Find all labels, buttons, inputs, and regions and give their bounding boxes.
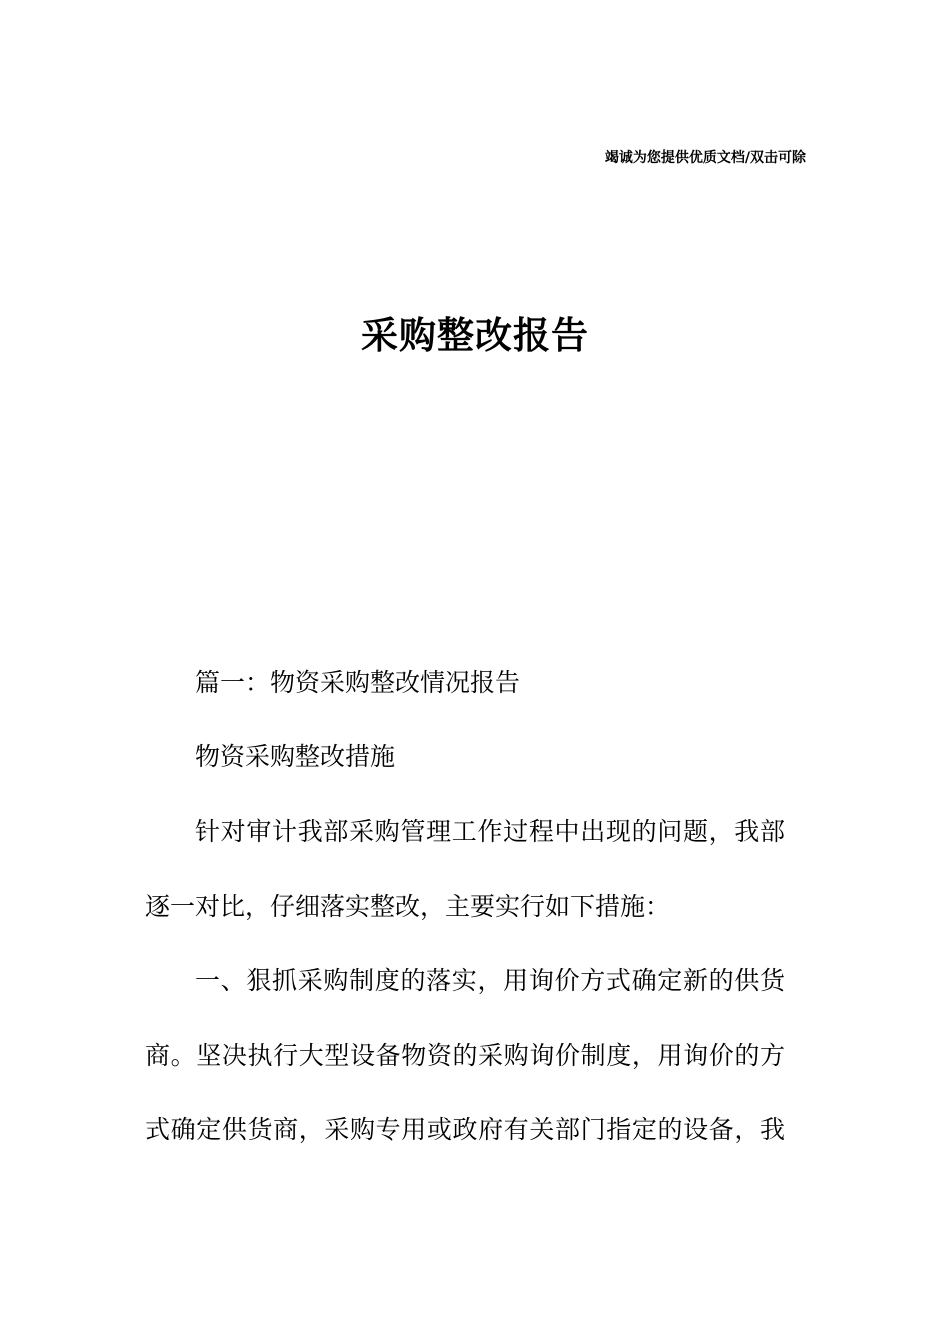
paragraph-line: 式确定供货商，采购专用或政府有关部门指定的设备，我	[145, 1115, 785, 1144]
section-heading: 篇一：物资采购整改情况报告	[195, 668, 521, 697]
paragraph-line: 商。坚决执行大型设备物资的采购询价制度，用询价的方	[145, 1041, 785, 1070]
subsection-heading: 物资采购整改措施	[195, 742, 396, 771]
paragraph-line: 一、狠抓采购制度的落实，用询价方式确定新的供货	[195, 966, 785, 995]
paragraph-line: 针对审计我部采购管理工作过程中出现的问题，我部	[195, 817, 785, 846]
paragraph-line: 逐一对比，仔细落实整改，主要实行如下措施：	[145, 892, 671, 921]
document-title: 采购整改报告	[361, 314, 589, 357]
header-note: 竭诚为您提供优质文档/双击可除	[604, 150, 806, 166]
